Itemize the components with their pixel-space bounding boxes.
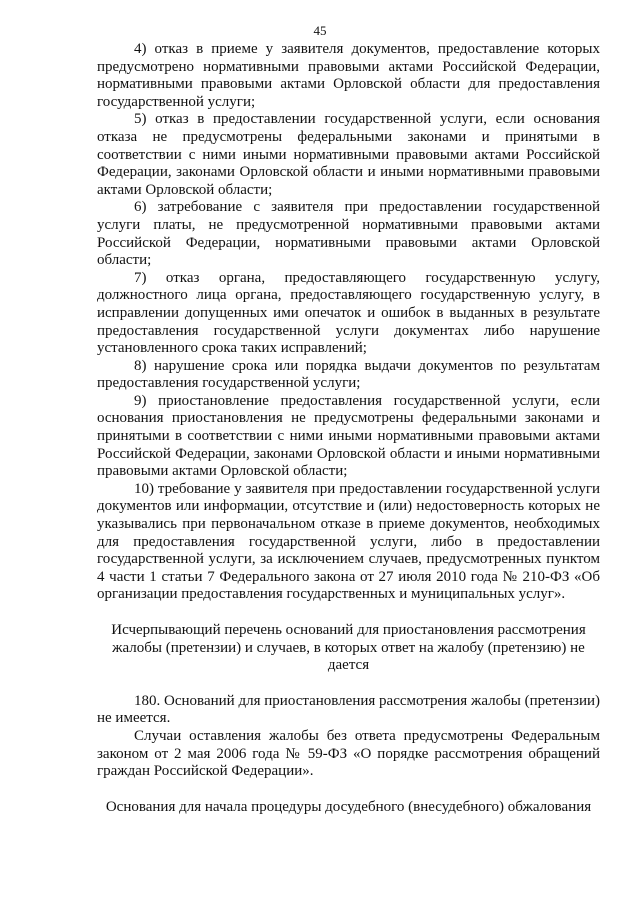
list-item-9: 9) приостановление предоставления государственной услуги, если основания приостановления не предусмотрены федеральными законами и принятыми в соответствии с ними иными нормативными правовыми актами Российской Федерации, законами Орловской области и иными нормативными правовыми актами Орловской области; <box>97 392 600 480</box>
page-number: 45 <box>313 23 327 38</box>
list-item-10: 10) требование у заявителя при предоставлении государственной услуги документов или информации, отсутствие и (или) недостоверность которых не указывались при первоначальном отказе в приеме документов, необходимых для предоставления государственной услуги, либо в предоставлении государственной услуги, за исключением случаев, предусмотренных пунктом 4 части 1 статьи 7 Федерального закона от 27 июля 2010 года № 210-ФЗ «Об организации предоставления государственных и муниципальных услуг». <box>97 480 600 603</box>
paragraph-180: 180. Оснований для приостановления рассмотрения жалобы (претензии) не имеется. <box>97 692 600 727</box>
list-item-7: 7) отказ органа, предоставляющего государственную услугу, должностного лица органа, предоставляющего государственную услугу, в исправлении допущенных ими опечаток и ошибок в выданных в результате предоставления государственной услуги документах либо нарушение установленного срока таких исправлений; <box>97 269 600 357</box>
list-item-4: 4) отказ в приеме у заявителя документов, предоставление которых предусмотрено нормативными правовыми актами Российской Федерации, нормативными правовыми актами Орловской области для предоставления государственной услуги; <box>97 41 600 110</box>
paragraph-no-answer-cases: Случаи оставления жалобы без ответа предусмотрены Федеральным законом от 2 мая 2006 года № 59-ФЗ «О порядке рассмотрения обращений граждан Российской Федерации». <box>97 727 600 780</box>
list-item-8: 8) нарушение срока или порядка выдачи документов по результатам предоставления государственной услуги; <box>97 357 600 392</box>
document-body <box>97 41 600 816</box>
section-heading-pretrial-appeal: Основания для начала процедуры досудебного (внесудебного) обжалования <box>105 798 592 815</box>
section-heading-suspension-grounds: Исчерпывающий перечень оснований для приостановления рассмотрения жалобы (претензии) и случаев, в которых ответ на жалобу (претензию) не дается <box>111 622 586 674</box>
list-item-5: 5) отказ в предоставлении государственной услуги, если основания отказа не предусмотрены федеральными законами и принятыми в соответствии с ними иными нормативными правовыми актами Российской Федерации, законами Орловской области и иными нормативными правовыми актами Орловской области; <box>97 111 600 198</box>
list-item-6: 6) затребование с заявителя при предоставлении государственной услуги платы, не предусмотренной нормативными правовыми актами Российской Федерации, нормативными правовыми актами Орловской области; <box>97 199 600 269</box>
